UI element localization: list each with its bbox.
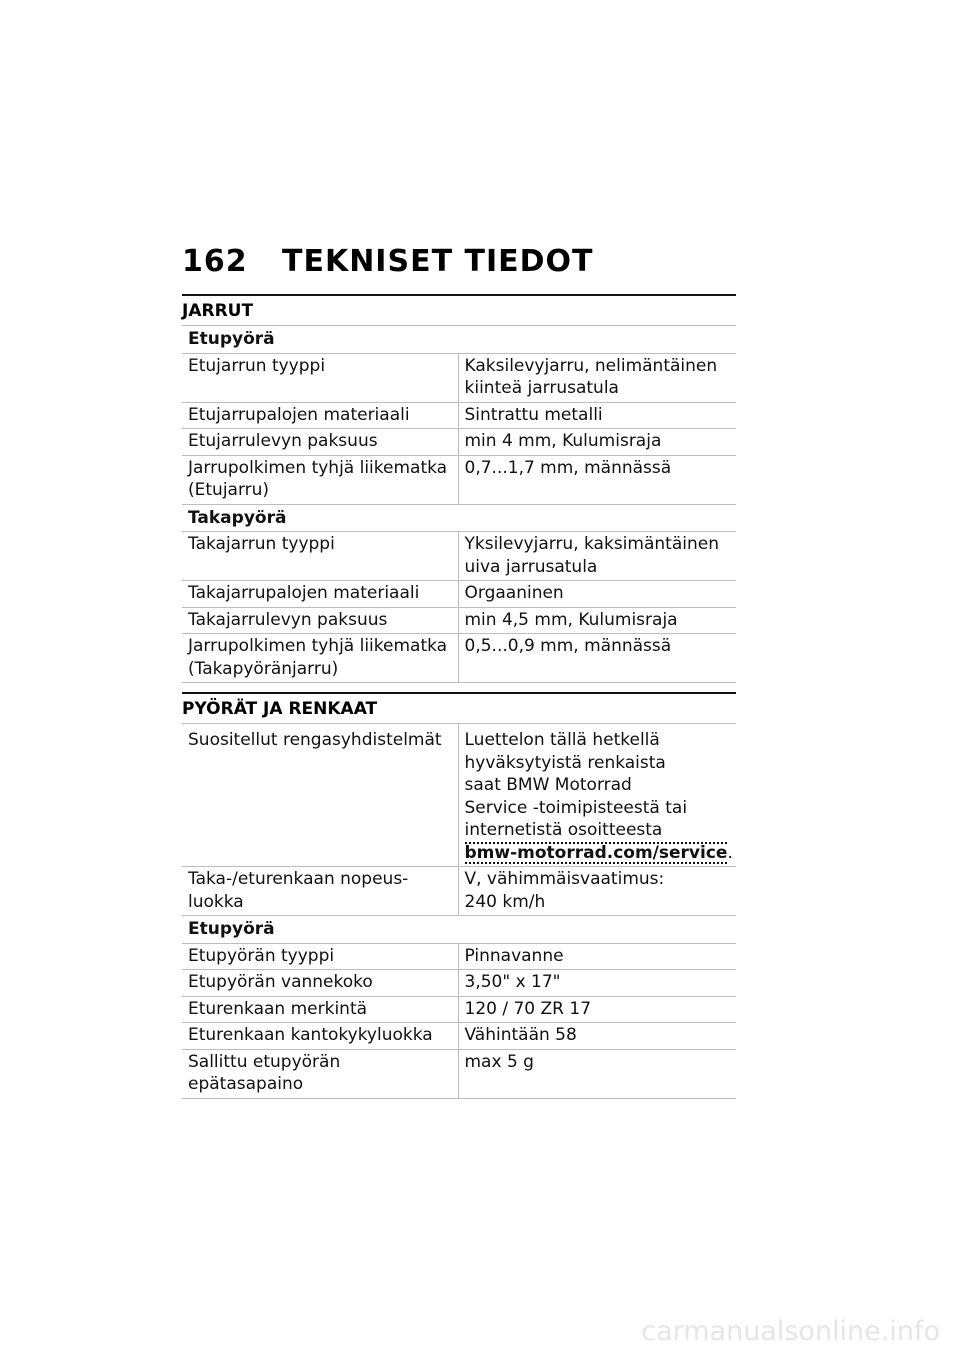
table-row xyxy=(182,429,736,456)
row-label: Takajarrun tyyppi xyxy=(182,532,458,581)
wheels-table xyxy=(182,724,736,1099)
service-link[interactable]: bmw-motorrad.com/service xyxy=(464,842,728,863)
row-value: 0,7...1,7 mm, männässä xyxy=(458,455,736,504)
subheading-row xyxy=(182,504,736,532)
rear-wheel-heading: Takapyörä xyxy=(182,504,736,532)
row-value: Pinnavanne xyxy=(458,943,736,970)
front-wheel-heading: Etupyörä xyxy=(182,916,736,944)
row-label: Takajarrupalojen materiaali xyxy=(182,581,458,608)
brakes-table xyxy=(182,326,736,683)
brakes-section xyxy=(182,294,736,683)
row-label: Eturenkaan merkintä xyxy=(182,996,458,1023)
subheading-row xyxy=(182,916,736,944)
table-row xyxy=(182,970,736,997)
table-row xyxy=(182,996,736,1023)
row-label: Jarrupolkimen tyhjä liikematka (Takapyöränjarru) xyxy=(182,634,458,683)
row-value: Kaksilevyjarru, nelimäntäinen kiinteä jarrusatula xyxy=(458,353,736,402)
row-value: min 4 mm, Kulumisraja xyxy=(458,429,736,456)
row-label: Sallittu etupyörän epätasapaino xyxy=(182,1049,458,1098)
row-label: Etupyörän tyyppi xyxy=(182,943,458,970)
page-header xyxy=(182,244,593,279)
row-label: Etujarrulevyn paksuus xyxy=(182,429,458,456)
row-value: Sintrattu metalli xyxy=(458,402,736,429)
row-label: Etujarrupalojen materiaali xyxy=(182,402,458,429)
wheels-section-title: PYÖRÄT JA RENKAAT xyxy=(182,692,736,724)
subheading-row xyxy=(182,326,736,353)
row-label: Jarrupolkimen tyhjä liikematka (Etujarru) xyxy=(182,455,458,504)
table-row xyxy=(182,581,736,608)
table-row xyxy=(182,607,736,634)
table-row xyxy=(182,867,736,916)
row-value: 120 / 70 ZR 17 xyxy=(458,996,736,1023)
front-wheel-heading: Etupyörä xyxy=(182,326,736,353)
row-value: V, vähimmäisvaatimus: 240 km/h xyxy=(458,867,736,916)
table-row xyxy=(182,1023,736,1050)
brakes-section-title: JARRUT xyxy=(182,294,736,326)
table-row xyxy=(182,634,736,683)
watermark: carmanualsonline.info xyxy=(641,1316,940,1347)
row-value: Vähintään 58 xyxy=(458,1023,736,1050)
row-label: Etupyörän vannekoko xyxy=(182,970,458,997)
table-row xyxy=(182,532,736,581)
row-value: Orgaaninen xyxy=(458,581,736,608)
row-label: Suositellut rengasyhdistelmät xyxy=(182,724,458,867)
table-row xyxy=(182,724,736,867)
tyre-combo-text: Luettelon tällä hetkellä hyväksytyistä renkaista saat BMW Motorrad Service -toimipisteestä tai internetistä osoitteesta xyxy=(464,730,688,840)
link-suffix: . xyxy=(727,842,733,863)
row-value: Yksilevyjarru, kaksimäntäinen uiva jarrusatula xyxy=(458,532,736,581)
table-row xyxy=(182,402,736,429)
wheels-section xyxy=(182,692,736,1099)
row-label: Eturenkaan kantokykyluokka xyxy=(182,1023,458,1050)
table-row xyxy=(182,943,736,970)
table-row xyxy=(182,1049,736,1098)
row-label: Taka-/eturenkaan nopeus- luokka xyxy=(182,867,458,916)
row-value: 0,5...0,9 mm, männässä xyxy=(458,634,736,683)
row-value: 3,50" x 17" xyxy=(458,970,736,997)
page-title: TEKNISET TIEDOT xyxy=(282,244,594,279)
row-value xyxy=(458,724,736,867)
page-number: 162 xyxy=(182,244,248,279)
row-label: Takajarrulevyn paksuus xyxy=(182,607,458,634)
row-value: min 4,5 mm, Kulumisraja xyxy=(458,607,736,634)
row-label: Etujarrun tyyppi xyxy=(182,353,458,402)
table-row xyxy=(182,455,736,504)
row-value: max 5 g xyxy=(458,1049,736,1098)
table-row xyxy=(182,353,736,402)
